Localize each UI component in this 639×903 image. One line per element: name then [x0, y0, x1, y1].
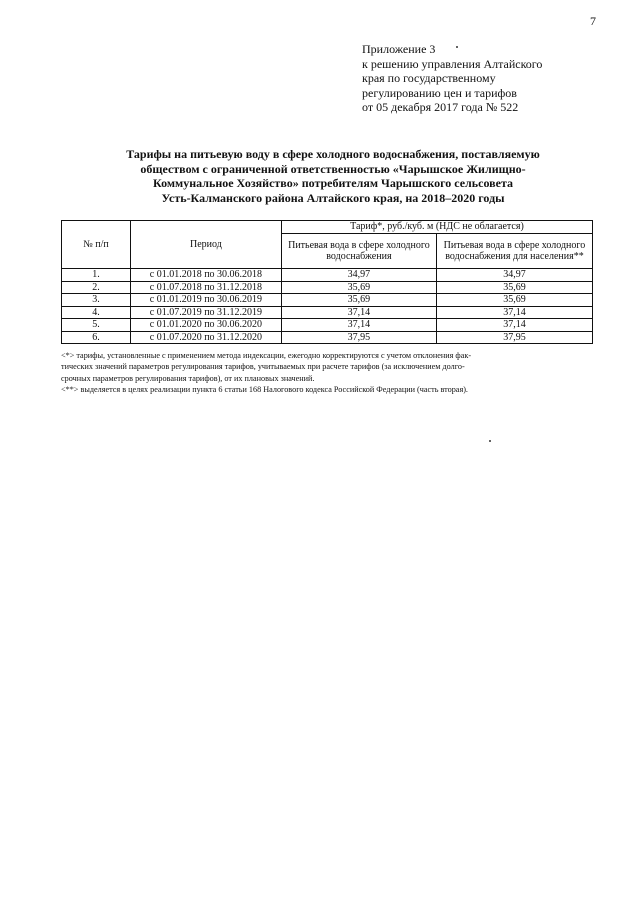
row-period: с 01.01.2018 по 30.06.2018 [130, 269, 281, 282]
footnote-line: <**> выделяется в целях реализации пункта 6 статьи 168 Налогового кодекса Российской Федерации (часть вторая). [61, 384, 468, 394]
row-tariff-population: 34,97 [436, 269, 592, 282]
title-line: обществом с ограниченной ответственностью «Чарышское Жилищно- [140, 161, 526, 176]
appendix-line: от 05 декабря 2017 года № 522 [362, 100, 519, 115]
row-tariff: 35,69 [281, 281, 436, 294]
appendix-block [362, 42, 602, 115]
scan-speck [456, 46, 458, 48]
title-line: Тарифы на питьевую воду в сфере холодного водоснабжения, поставляемую [126, 147, 540, 161]
row-period: с 01.01.2020 по 30.06.2020 [130, 319, 281, 332]
row-tariff: 34,97 [281, 269, 436, 282]
footnotes [61, 350, 593, 395]
footnote-line: <*> тарифы, установленные с применением метода индексации, ежегодно корректируются с учетом отклонения фак- [61, 351, 472, 360]
row-tariff-population: 37,14 [436, 306, 592, 319]
row-tariff: 37,14 [281, 306, 436, 319]
row-number: 2. [62, 281, 131, 294]
row-number: 4. [62, 306, 131, 319]
row-tariff: 37,95 [281, 331, 436, 344]
header-number: № п/п [62, 221, 131, 269]
footnote-line: срочных параметров регулирования тарифов), от их плановых значений. [61, 373, 315, 383]
header-drinking-water-population: Питьевая вода в сфере холодного водоснабжения для населения** [436, 234, 592, 269]
row-tariff: 37,14 [281, 319, 436, 332]
row-number: 3. [62, 294, 131, 307]
header-period: Период [130, 221, 281, 269]
row-tariff: 35,69 [281, 294, 436, 307]
header-tariff: Тариф*, руб./куб. м (НДС не облагается) [281, 221, 592, 234]
header-drinking-water: Питьевая вода в сфере холодного водоснабжения [281, 234, 436, 269]
scan-speck [489, 440, 491, 442]
appendix-line: Приложение 3 [362, 42, 436, 56]
table-row [62, 331, 593, 344]
table-row [62, 269, 593, 282]
page-number: 7 [590, 14, 596, 28]
tariff-table [61, 220, 593, 344]
row-period: с 01.01.2019 по 30.06.2019 [130, 294, 281, 307]
title-line: Коммунальное Хозяйство» потребителям Чарышского сельсовета [153, 176, 513, 191]
footnote-line: тических значений параметров регулирования тарифов, учитываемых при расчете тарифов (за исключением долго- [61, 362, 465, 372]
document-title [60, 147, 606, 205]
row-number: 1. [62, 269, 131, 282]
row-tariff-population: 37,14 [436, 319, 592, 332]
appendix-line: регулированию цен и тарифов [362, 85, 517, 100]
row-number: 6. [62, 331, 131, 344]
row-tariff-population: 35,69 [436, 294, 592, 307]
row-tariff-population: 37,95 [436, 331, 592, 344]
row-period: с 01.07.2020 по 31.12.2020 [130, 331, 281, 344]
row-period: с 01.07.2019 по 31.12.2019 [130, 306, 281, 319]
table-row [62, 319, 593, 332]
table-row [62, 306, 593, 319]
title-line: Усть-Калманского района Алтайского края, на 2018–2020 годы [161, 190, 505, 205]
row-number: 5. [62, 319, 131, 332]
table-row [62, 281, 593, 294]
row-tariff-population: 35,69 [436, 281, 592, 294]
appendix-line: края по государственному [362, 71, 496, 86]
appendix-line: к решению управления Алтайского [362, 56, 543, 71]
row-period: с 01.07.2018 по 31.12.2018 [130, 281, 281, 294]
table-row [62, 294, 593, 307]
